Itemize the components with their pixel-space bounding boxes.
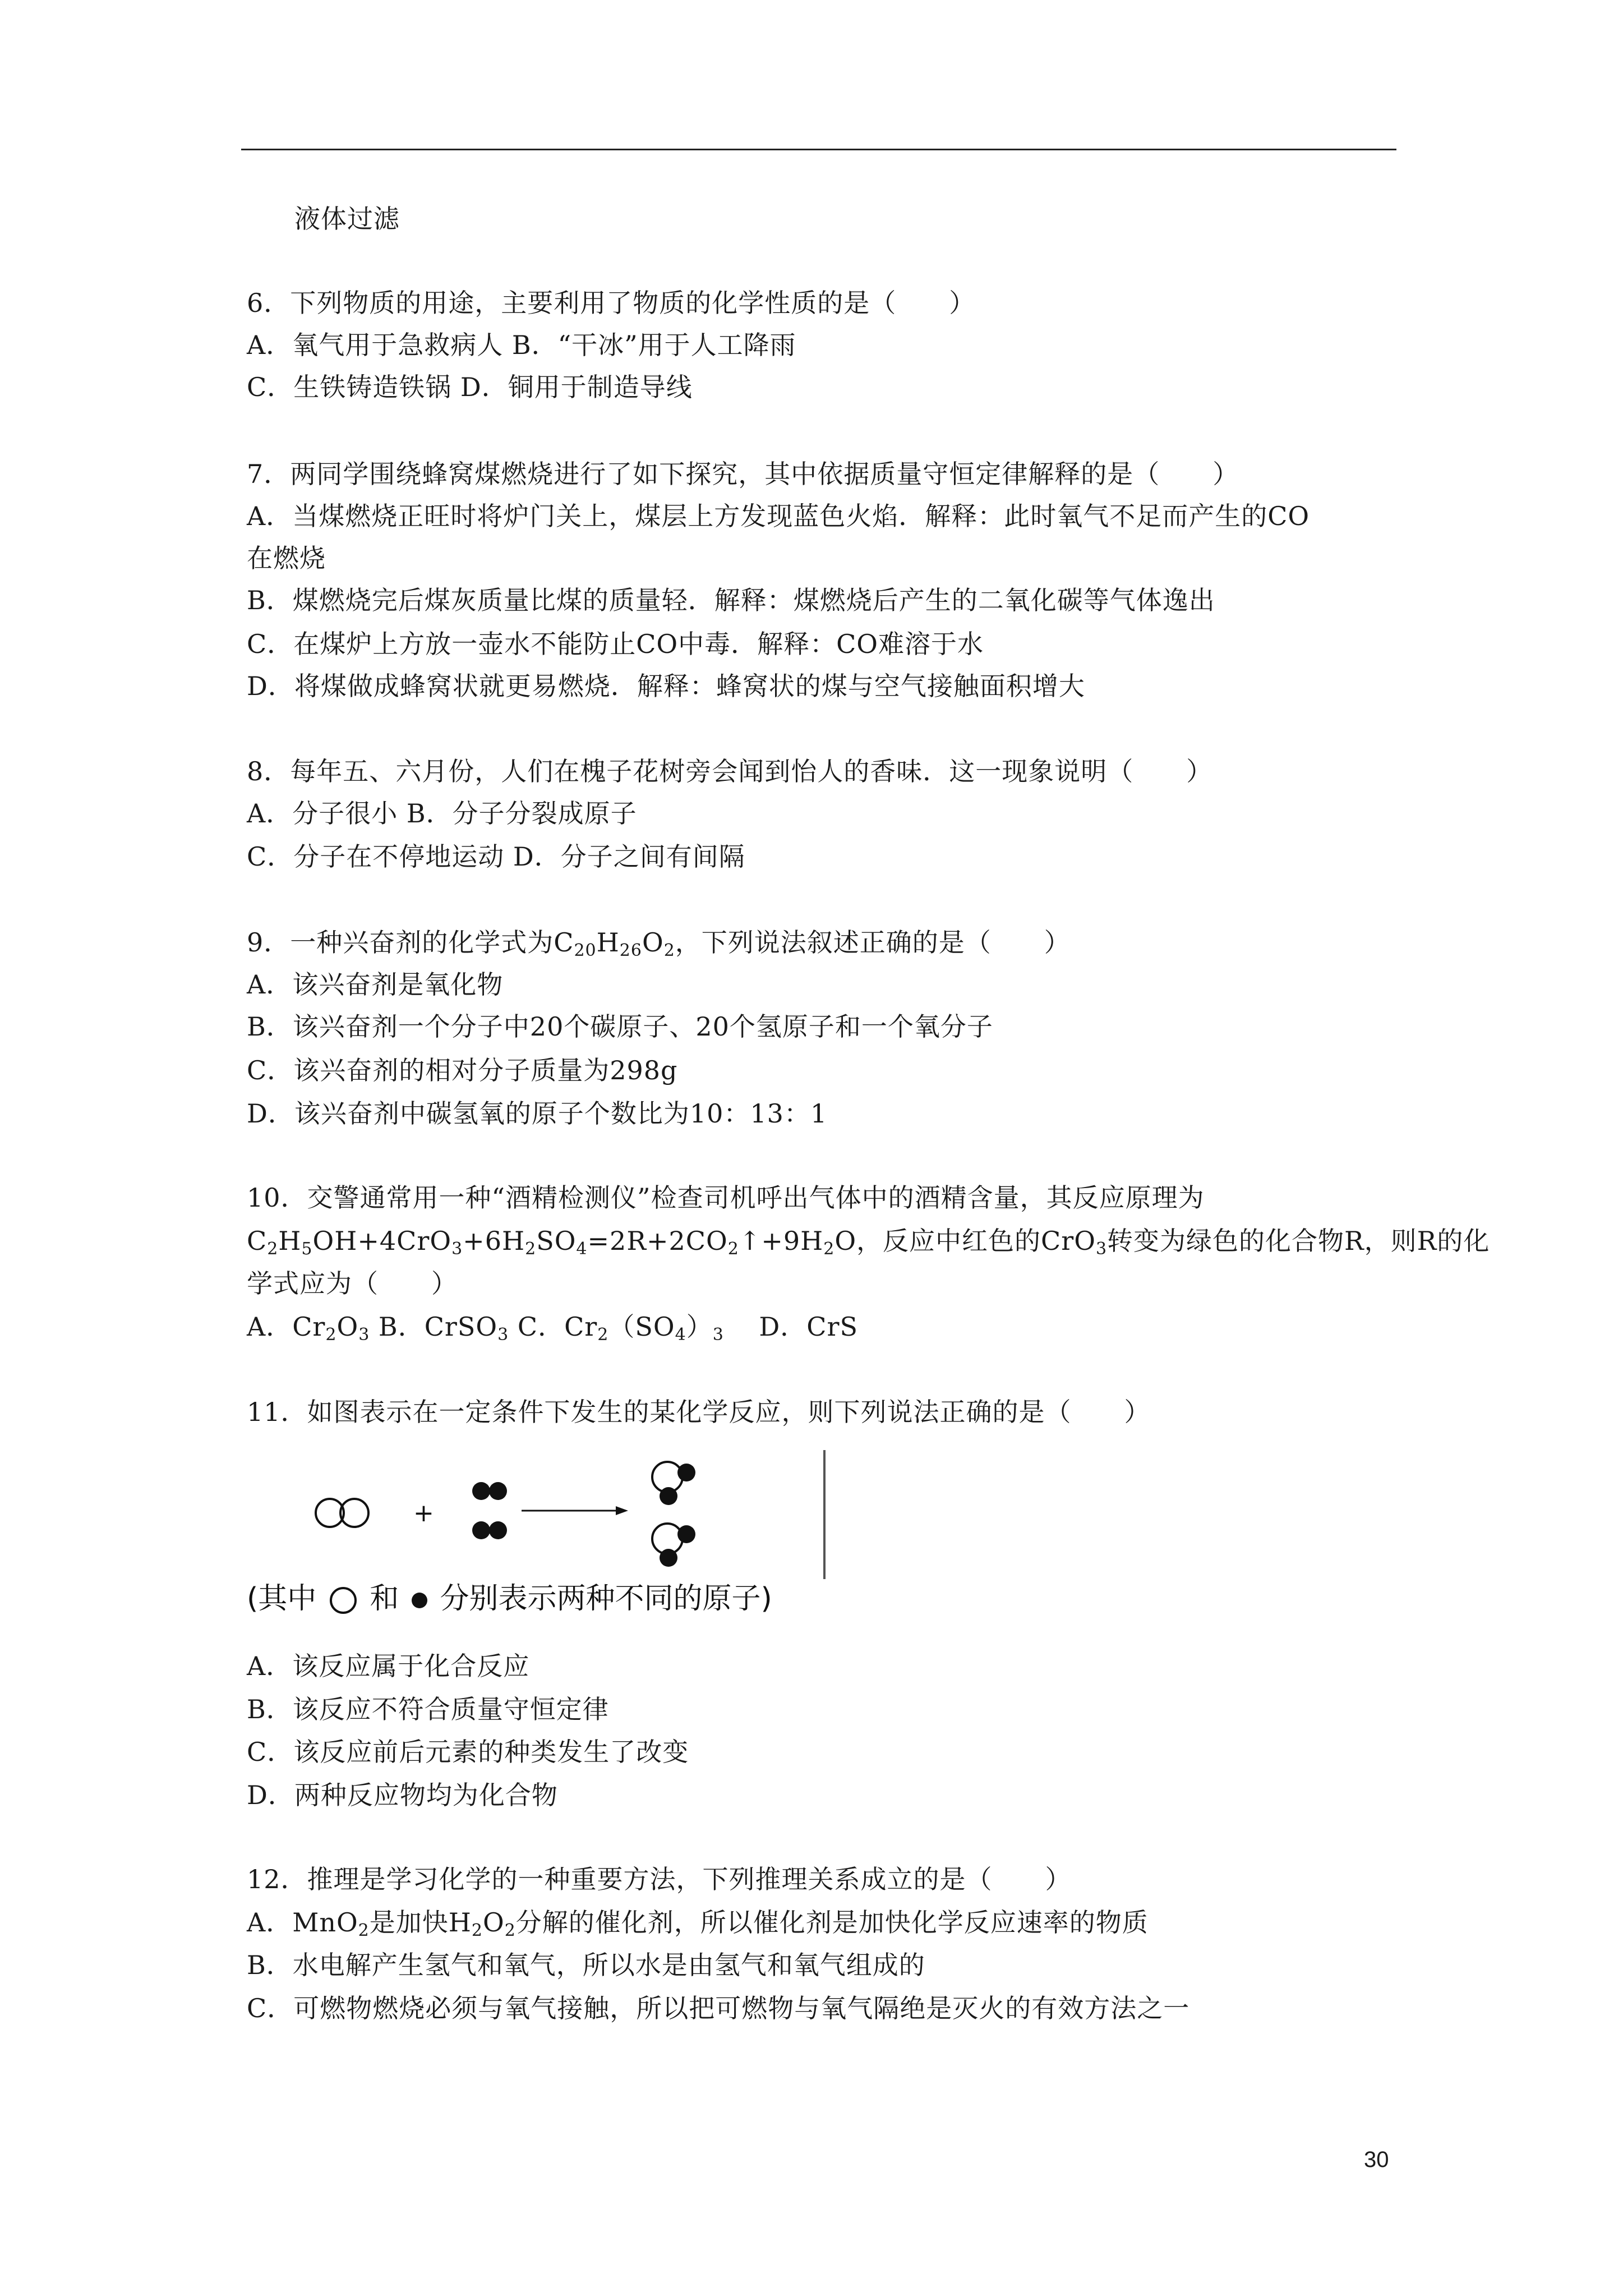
reaction-diagram bbox=[247, 1450, 830, 1624]
question-12-option-c: C．可燃物燃烧必须与氧气接触，所以把可燃物与氧气隔绝是灭火的有效方法之一 bbox=[247, 1993, 1190, 2023]
question-6-stem: 6．下列物质的用途，主要利用了物质的化学性质的是（ ） bbox=[247, 288, 976, 318]
question-7-option-a-line1: A．当煤燃烧正旺时将炉门关上，煤层上方发现蓝色火焰．解释：此时氧气不足而产生的CO bbox=[247, 501, 1310, 531]
black-atom bbox=[660, 1487, 677, 1505]
question-11-option-a: A．该反应属于化合反应 bbox=[247, 1651, 530, 1681]
question-11-option-b: B．该反应不符合质量守恒定律 bbox=[247, 1694, 609, 1724]
page-number: 30 bbox=[1364, 2147, 1389, 2172]
question-7-option-b: B．煤燃烧完后煤灰质量比煤的质量轻．解释：煤燃烧后产生的二氧化碳等气体逸出 bbox=[247, 585, 1215, 615]
reaction-arrow bbox=[522, 1506, 628, 1515]
question-8-options-cd: C．分子在不停地运动 D．分子之间有间隔 bbox=[247, 841, 745, 872]
black-atom bbox=[677, 1464, 695, 1481]
product-molecule-2 bbox=[652, 1524, 695, 1567]
plus-sign: + bbox=[413, 1499, 434, 1527]
question-9-option-d: D．该兴奋剂中碳氢氧的原子个数比为10：13：1 bbox=[247, 1098, 828, 1129]
question-12-stem: 12．推理是学习化学的一种重要方法，下列推理关系成立的是（ ） bbox=[247, 1864, 1072, 1894]
question-10-stem: 10．交警通常用一种“酒精检测仪”检查司机呼出气体中的酒精含量，其反应原理为 bbox=[247, 1182, 1205, 1213]
product-molecule-1 bbox=[652, 1462, 695, 1505]
question-6-options-ab: A．氧气用于急救病人 B．“干冰”用于人工降雨 bbox=[247, 330, 796, 360]
question-7-option-a-line2: 在燃烧 bbox=[247, 543, 326, 573]
reaction-diagram-svg bbox=[247, 1450, 830, 1579]
black-atom bbox=[489, 1521, 507, 1539]
black-atom bbox=[489, 1482, 507, 1500]
question-11-option-d: D．两种反应物均为化合物 bbox=[247, 1780, 558, 1810]
black-atom-legend-icon bbox=[408, 1585, 431, 1616]
question-6-options-cd: C．生铁铸造铁锅 D．铜用于制造导线 bbox=[247, 372, 693, 402]
question-12-option-b: B．水电解产生氢气和氧气，所以水是由氢气和氧气组成的 bbox=[247, 1950, 925, 1980]
question-10-stem-end: 学式应为（ ） bbox=[247, 1268, 458, 1299]
reactant-white-molecule bbox=[316, 1499, 368, 1527]
question-9-option-a: A．该兴奋剂是氧化物 bbox=[247, 969, 504, 1000]
black-atom bbox=[472, 1521, 490, 1539]
black-atom bbox=[677, 1525, 695, 1543]
question-10-equation: $C_2H_5OH+4CrO_3+6H_2SO_4=2R+2CO_2↑+9H_2O$，反应中红色的CrO$_3$转变为绿色的化合物R，则R的化 bbox=[247, 1226, 1490, 1259]
question-7-option-d: D．将煤做成蜂窝状就更易燃烧．解释：蜂窝状的煤与空气接触面积增大 bbox=[247, 671, 1085, 701]
question-7-stem: 7．两同学围绕蜂窝煤燃烧进行了如下探究，其中依据质量守恒定律解释的是（ ） bbox=[247, 459, 1239, 489]
continued-fragment: 液体过滤 bbox=[294, 204, 400, 234]
white-atom-legend-icon bbox=[326, 1585, 361, 1616]
black-atom bbox=[472, 1482, 490, 1500]
question-10-options: A．$Cr_2O_3$ B．CrSO$_3$ C．$Cr_2(SO_4)_3$ D．CrS bbox=[247, 1312, 858, 1345]
question-11-option-c: C．该反应前后元素的种类发生了改变 bbox=[247, 1737, 689, 1767]
question-9-stem: 9．一种兴奋剂的化学式为$C_{20}H_{26}O_2$，下列说法叙述正确的是（ ） bbox=[247, 927, 1071, 960]
question-9-option-c: C．该兴奋剂的相对分子质量为298g bbox=[247, 1055, 678, 1085]
question-8-stem: 8．每年五、六月份，人们在槐子花树旁会闻到怡人的香味．这一现象说明（ ） bbox=[247, 756, 1213, 786]
header-rule bbox=[241, 149, 1396, 150]
question-9-option-b: B．该兴奋剂一个分子中20个碳原子、20个氢原子和一个氧分子 bbox=[247, 1011, 993, 1042]
question-8-options-ab: A．分子很小 B．分子分裂成原子 bbox=[247, 798, 637, 829]
reactant-black-molecule-2 bbox=[472, 1521, 507, 1539]
question-11-stem: 11．如图表示在一定条件下发生的某化学反应，则下列说法正确的是（ ） bbox=[247, 1397, 1151, 1427]
question-12-option-a: A．MnO$_2$是加快$H_2O_2$分解的催化剂，所以催化剂是加快化学反应速率的物质 bbox=[247, 1907, 1149, 1940]
question-7-option-c: C．在煤炉上方放一壶水不能防止CO中毒．解释：CO难溶于水 bbox=[247, 629, 984, 659]
black-atom bbox=[660, 1549, 677, 1567]
diagram-legend: (其中 和 分别表示两种不同的原子) bbox=[247, 1582, 772, 1616]
reactant-black-molecule-1 bbox=[472, 1482, 507, 1500]
